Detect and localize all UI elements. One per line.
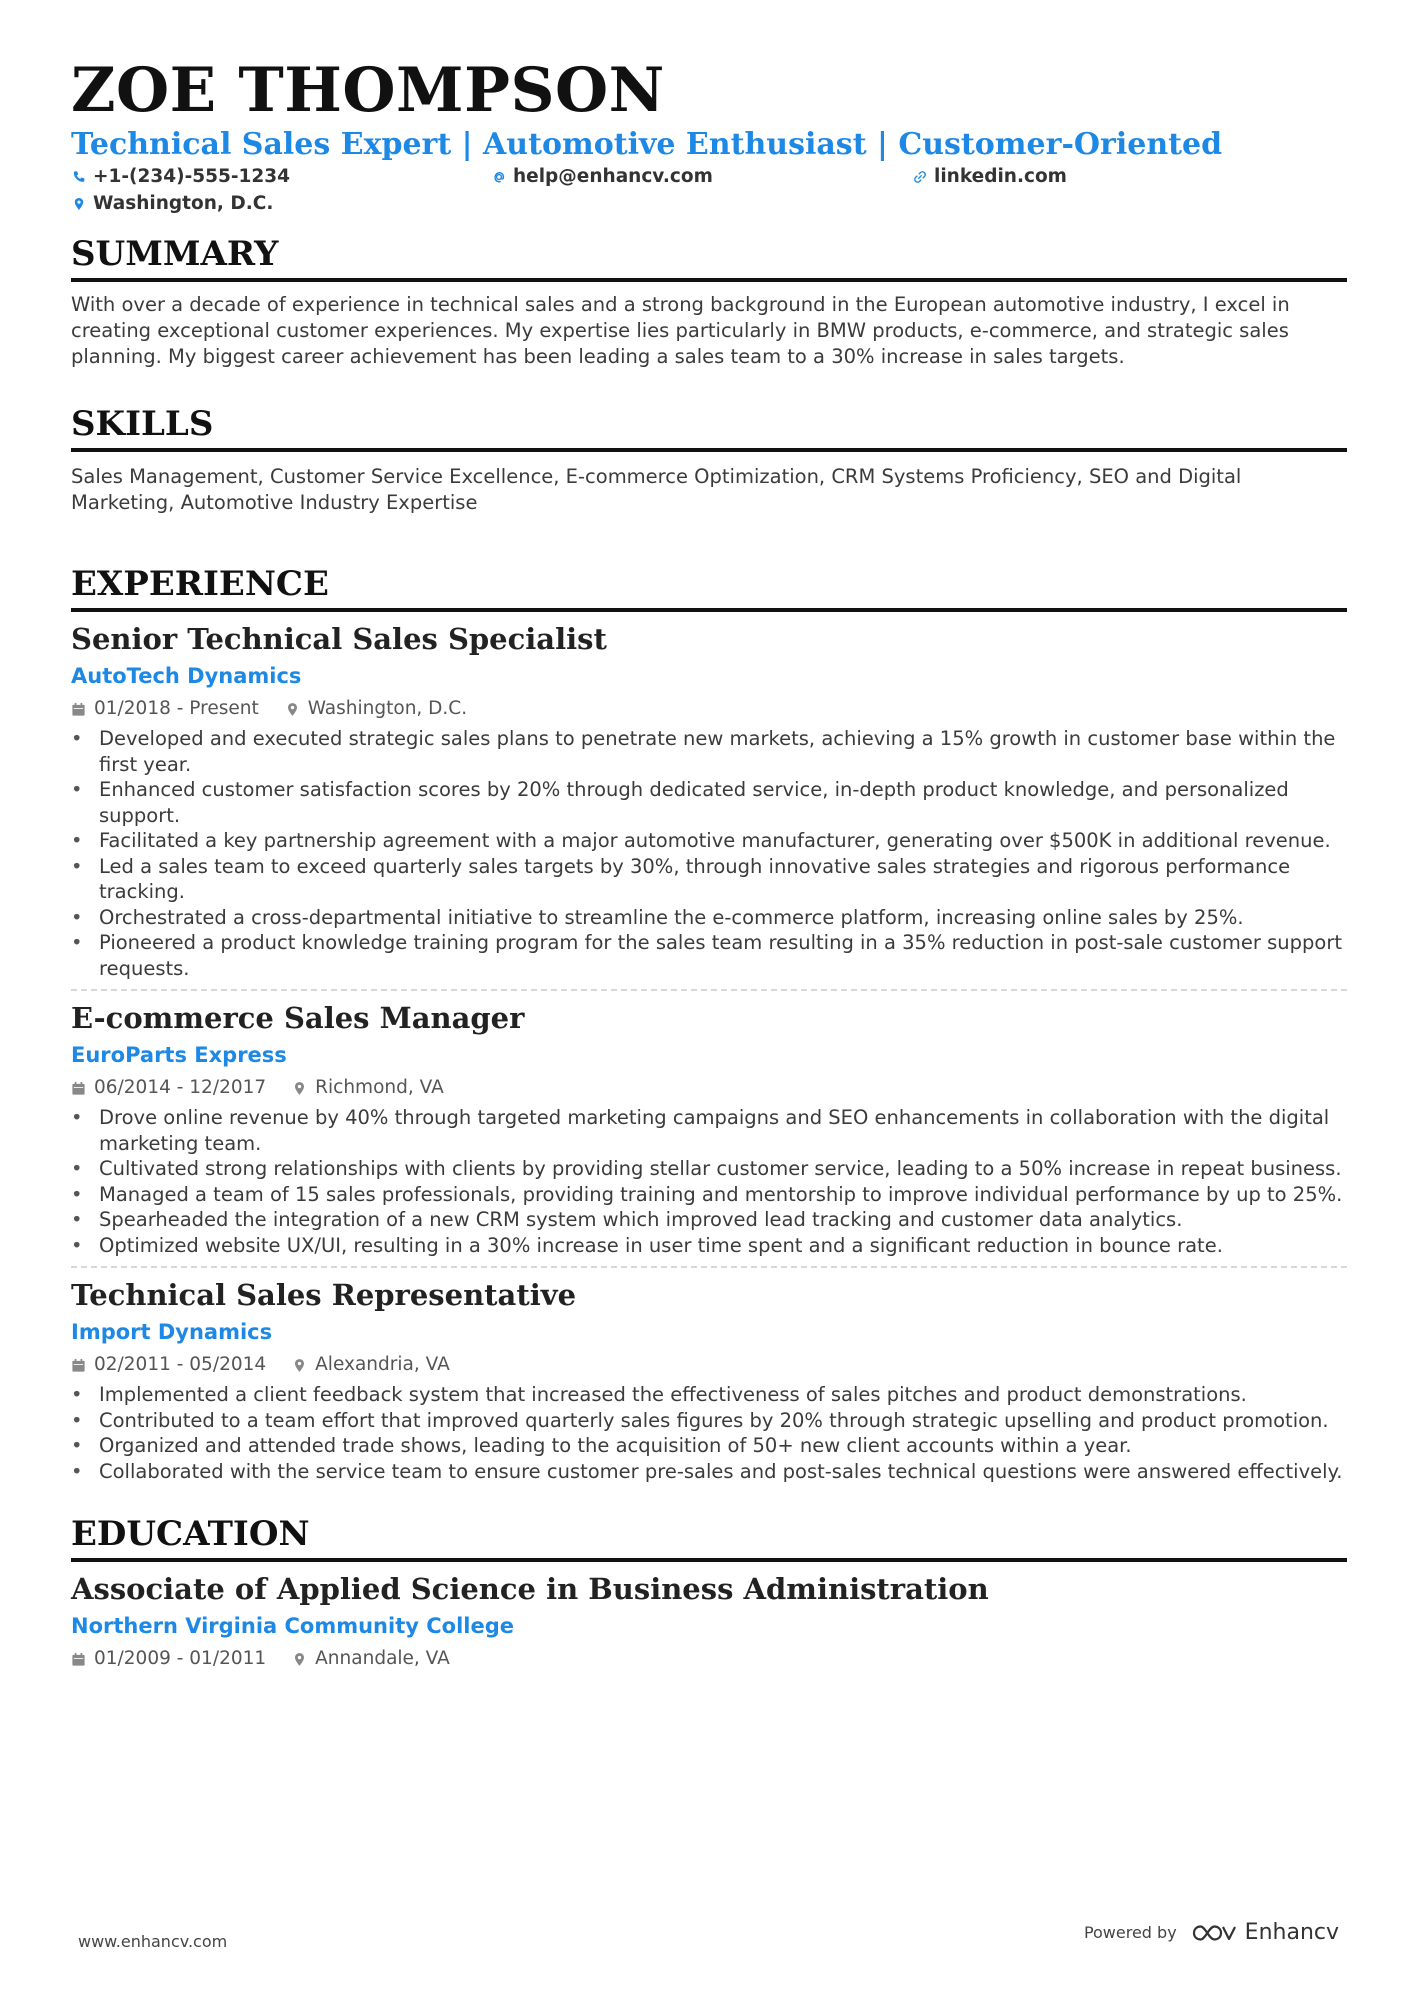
skills-section	[71, 402, 1347, 516]
bullet-item: • Facilitated a key partnership agreement with a major automotive manufacturer, generating over $500K in additional revenue.	[71, 828, 1347, 854]
brand-name: Enhancv	[1244, 1920, 1339, 1945]
enhancv-logo-icon	[1191, 1922, 1237, 1944]
degree-title: Associate of Applied Science in Business Administration	[71, 1572, 989, 1606]
skills-text: Sales Management, Customer Service Excellence, E-commerce Optimization, CRM Systems Proficiency, SEO and Digital Marketing, Automotive Industry Expertise	[71, 465, 1242, 514]
calendar-icon	[71, 1358, 86, 1373]
education-title: EDUCATION	[71, 1514, 310, 1554]
section-divider	[71, 448, 1347, 452]
bullet-item: • Orchestrated a cross-departmental initiative to streamline the e-commerce platform, increasing online sales by 25%.	[71, 905, 1347, 931]
company-name: EuroParts Express	[71, 1043, 287, 1067]
bullet-item: • Implemented a client feedback system that increased the effectiveness of sales pitches and product demonstrations.	[71, 1382, 1347, 1408]
contact-info	[71, 166, 1347, 222]
school-name: Northern Virginia Community College	[71, 1614, 514, 1638]
location-pin-icon	[285, 702, 300, 717]
experience-entry	[71, 999, 1347, 1258]
education-location: Annandale, VA	[315, 1648, 450, 1669]
link-icon	[912, 169, 928, 185]
job-title: Senior Technical Sales Specialist	[71, 622, 607, 656]
bullet-item: • Developed and executed strategic sales plans to penetrate new markets, achieving a 15% growth in customer base within the first year.	[71, 726, 1347, 777]
company-name: AutoTech Dynamics	[71, 664, 302, 688]
bullet-item: • Managed a team of 15 sales professionals, providing training and mentorship to improve individual performance by up to 25%.	[71, 1182, 1347, 1208]
phone-text: +1-(234)-555-1234	[93, 166, 291, 187]
linkedin-text: linkedin.com	[934, 166, 1067, 187]
at-icon	[491, 169, 507, 185]
bullet-item: • Led a sales team to exceed quarterly sales targets by 30%, through innovative sales strategies and rigorous performance tracking.	[71, 854, 1347, 905]
section-divider	[71, 608, 1347, 612]
phone-icon	[71, 169, 87, 185]
summary-title: SUMMARY	[71, 234, 279, 274]
section-divider	[71, 1558, 1347, 1562]
candidate-name: ZOE THOMPSON	[71, 55, 665, 126]
footer-powered-by	[1084, 1920, 1339, 1945]
email-text: help@enhancv.com	[513, 166, 713, 187]
bullet-item: • Organized and attended trade shows, leading to the acquisition of 50+ new client accounts within a year.	[71, 1433, 1347, 1459]
education-section	[71, 1512, 1347, 1672]
experience-entry	[71, 1276, 1347, 1484]
resume-page	[71, 56, 1347, 1672]
calendar-icon	[71, 702, 86, 717]
skills-title: SKILLS	[71, 404, 214, 444]
job-meta	[71, 1075, 1347, 1101]
footer-website[interactable]: www.enhancv.com	[78, 1932, 228, 1951]
calendar-icon	[71, 1652, 86, 1667]
experience-title: EXPERIENCE	[71, 564, 329, 604]
job-dates: 01/2018 - Present	[94, 698, 259, 719]
job-bullets	[71, 726, 1347, 981]
job-bullets	[71, 1382, 1347, 1484]
bullet-item: • Optimized website UX/UI, resulting in a 30% increase in user time spent and a significant reduction in bounce rate.	[71, 1233, 1347, 1259]
job-location: Richmond, VA	[315, 1077, 444, 1098]
brand-logo[interactable]	[1191, 1920, 1339, 1945]
job-location: Washington, D.C.	[307, 698, 468, 719]
bullet-item: • Enhanced customer satisfaction scores by 20% through dedicated service, in-depth product knowledge, and personalized support.	[71, 777, 1347, 828]
job-title: E-commerce Sales Manager	[71, 1001, 525, 1035]
education-entry	[71, 1570, 1347, 1672]
location-pin-icon	[71, 196, 87, 212]
bullet-item: • Pioneered a product knowledge training program for the sales team resulting in a 35% reduction in post-sale customer support requests.	[71, 930, 1347, 981]
calendar-icon	[71, 1081, 86, 1096]
contact-email[interactable]	[491, 166, 713, 187]
section-divider	[71, 278, 1347, 282]
location-text: Washington, D.C.	[93, 193, 274, 214]
bullet-item: • Contributed to a team effort that improved quarterly sales figures by 20% through strategic upselling and product promotion.	[71, 1408, 1347, 1434]
location-pin-icon	[292, 1358, 307, 1373]
entry-divider	[71, 989, 1347, 991]
contact-location	[71, 193, 273, 214]
experience-entry	[71, 620, 1347, 981]
education-meta	[71, 1646, 1347, 1672]
contact-linkedin[interactable]	[912, 166, 1067, 187]
job-meta	[71, 1352, 1347, 1378]
bullet-item: • Spearheaded the integration of a new CRM system which improved lead tracking and customer data analytics.	[71, 1207, 1347, 1233]
job-dates: 06/2014 - 12/2017	[94, 1077, 267, 1098]
job-title: Technical Sales Representative	[71, 1278, 577, 1312]
location-pin-icon	[292, 1652, 307, 1667]
summary-section	[71, 232, 1347, 370]
bullet-item: • Collaborated with the service team to ensure customer pre-sales and post-sales technical questions were answered effectively.	[71, 1459, 1347, 1485]
job-meta	[71, 696, 1347, 722]
company-name: Import Dynamics	[71, 1320, 273, 1344]
powered-by-label: Powered by	[1083, 1923, 1177, 1942]
headline: Technical Sales Expert | Automotive Enthusiast | Customer-Oriented	[71, 127, 1223, 162]
job-dates: 02/2011 - 05/2014	[94, 1354, 267, 1375]
summary-text: With over a decade of experience in technical sales and a strong background in the European automotive industry, I excel in creating exceptional customer experiences. My expertise lies particularly in BMW products, e-commerce, and strategic sales planning. My biggest career achievement has been leading a sales team to a 30% increase in sales targets.	[71, 293, 1290, 368]
entry-divider	[71, 1266, 1347, 1268]
education-dates: 01/2009 - 01/2011	[94, 1648, 267, 1669]
experience-section	[71, 562, 1347, 1484]
bullet-item: • Cultivated strong relationships with clients by providing stellar customer service, leading to a 50% increase in repeat business.	[71, 1156, 1347, 1182]
bullet-item: • Drove online revenue by 40% through targeted marketing campaigns and SEO enhancements in collaboration with the digital marketing team.	[71, 1105, 1347, 1156]
contact-phone[interactable]	[71, 166, 290, 187]
location-pin-icon	[292, 1081, 307, 1096]
job-location: Alexandria, VA	[315, 1354, 450, 1375]
job-bullets	[71, 1105, 1347, 1258]
